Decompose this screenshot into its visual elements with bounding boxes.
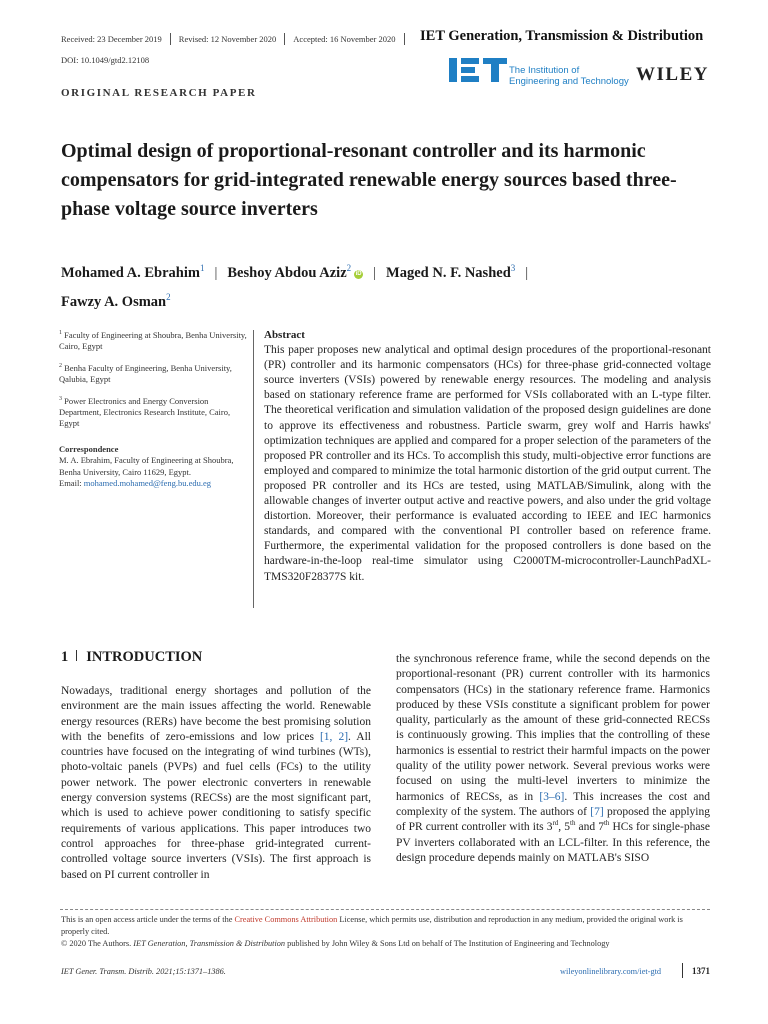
email-link[interactable]: mohamed.mohamed@feng.bu.edu.eg <box>83 478 212 489</box>
author-4[interactable]: Fawzy A. Osman$^2$ <box>61 291 171 310</box>
section-title: INTRODUCTION <box>86 649 203 665</box>
affiliations <box>59 328 249 490</box>
copyright-notice: © 2020 The Authors. IET Generation, Transmission & Distribution published by John Wiley & Sons Ltd on behalf of The Institution of Engineering and Technology <box>61 939 610 948</box>
affiliation-1: $^1$ Faculty of Engineering at Shoubra, Benha University, Cairo, Egypt <box>59 329 247 352</box>
section-heading <box>61 649 202 666</box>
citation-link[interactable]: [3–6] <box>539 790 565 803</box>
section-number: 1 <box>61 649 69 665</box>
abstract-divider <box>253 330 254 608</box>
author-3[interactable]: Maged N. F. Nashed$^3$ <box>386 263 516 281</box>
wiley-logo[interactable]: WILEY <box>636 64 709 85</box>
citation-link[interactable]: [1, 2] <box>319 730 349 743</box>
received-date: Received: 23 December 2019 <box>61 34 162 45</box>
intro-left-column: Nowadays, traditional energy shortages and pollution of the environment are the main issues affecting the world. Renewable energy resources (RERs) have become the best promising solution with the benefits of zero-emissions and low prices [1, 2]. All countries have focused on the integrating of wind turbines (WTs), photo-voltaic panels (PVPs) and fuel cells (FCs) to the utility power network. The power electronic converters in renewable energy conversion systems (RECSs) are the most significant part, which is used to achieve power conditioning to satisfy specific requirements of various applications. This paper introduces two control approaches for three-phase grid-integrated current-controlled voltage source inverters (VSIs). The first approach is based on PI current controller in <box>61 685 371 881</box>
correspondence-email: Email: mohamed.mohamed@feng.bu.edu.eg <box>59 478 212 489</box>
paper-title: Optimal design of proportional-resonant controller and its harmonic compensators for grid-integrated renewable energy sources based three-phase voltage source inverters <box>61 140 677 220</box>
page-number: 1371 <box>692 966 710 976</box>
license-notice: This is an open access article under the terms of the Creative Commons Attribution License, which permits use, distribution and reproduction in any medium, provided the original work is properly cited. <box>61 915 683 936</box>
orcid-icon[interactable]: iD <box>355 270 362 277</box>
article-dates <box>61 33 413 45</box>
footer-separator <box>682 963 683 978</box>
journal-title[interactable]: IET Generation, Transmission & Distribution <box>420 28 704 44</box>
correspondence-text: M. A. Ebrahim, Faculty of Engineering at Shoubra, Benha University, Cairo 11629, Egypt. <box>59 455 234 477</box>
author-list: Mohamed A. Ebrahim$^1$ | Beshoy Abdou Aziz$^2$iD | Maged N. F. Nashed$^3$ | Fawzy A. Osman$^2$ <box>61 263 529 310</box>
abstract-heading: Abstract <box>264 329 305 341</box>
intro-right-column: the synchronous reference frame, while the second depends on the proportional-resonant (PR) current controller with its harmonics compensators (HCs) in the stationary reference frame. Harmonics produced by these VSIs constitute a significant problem for power quality, particularly as the amount of these grid-connected RECSs is continuously growing. This implies that the controlling of these harmonics is essential to restrict their harmful impacts on the power quality of the utility power network. Several previous works were focused on using the multi-level inverters to minimize the harmonics of RECSs, as in [3–6]. This increases the cost and complexity of the system. The authors of [7] proposed the applying of PR current controller with its 3rd, 5th and 7th HCs for single-phase PV inverters collaborated with an LCL-filter. In this reference, the design procedure depends mainly on MATLAB's SISO <box>396 653 711 864</box>
revised-date: Revised: 12 November 2020 <box>178 34 277 45</box>
author-1[interactable]: Mohamed A. Ebrahim$^1$ <box>61 263 205 281</box>
article-type: ORIGINAL RESEARCH PAPER <box>61 87 257 99</box>
journal-citation: IET Gener. Transm. Distrib. 2021;15:1371–1386. <box>61 967 226 976</box>
iet-logo-icon[interactable] <box>448 57 508 83</box>
abstract-text: This paper proposes new analytical and optimal design procedures of the proportional-resonant (PR) controller and its harmonic compensators (HCs) for three-phase grid-connected voltage source inverters (VSIs) powered by renewable energy resources. The modeling and analysis based on stationary reference frame are performed for VSIs collaborated with an L-type filter. The theoretical verification and simulation validation of the proposed design guidelines are done to approve its effectiveness and robustness. Particle swarm, grey wolf and Harris hawks' optimization techniques are applied and compared for a proper selection of the parameters of the proposed PR controller and its HCs. To accomplish this study, multi-objective error functions are employed and compared to minimize the total harmonic distortion of the grid output current. The proposed PR controller and its HCs are tested, using MATLAB/Simulink, along with the allowable changes of inverter output active and reactive powers, and also under the grid voltage distortion. Moreover, their performance is evaluated according to IEEE and IEC harmonics standards, and compared with the conventional PI controller based on reference frame. Furthermore, the experimental validation for the proposed controllers is done based on the hardware-in-the-loop real-time simulator using C2000TM-microcontroller-LaunchPadXL-TMS320F28377S kit. <box>264 344 711 583</box>
license-link[interactable]: Creative Commons Attribution <box>234 915 338 924</box>
journal-url-link[interactable]: wileyonlinelibrary.com/iet-gtd <box>560 967 662 976</box>
abstract <box>264 328 711 585</box>
author-2[interactable]: Beshoy Abdou Aziz$^2$iD <box>227 263 362 281</box>
affiliation-3: $^3$ Power Electronics and Energy Conversion Department, Electronics Research Institute, Cairo, Egypt <box>59 395 231 429</box>
iet-institution-name: The Institution of Engineering and Technology <box>509 65 629 87</box>
accepted-date: Accepted: 16 November 2020 <box>293 34 396 45</box>
affiliation-2: $^2$ Benha Faculty of Engineering, Benha University, Qalubia, Egypt <box>59 362 232 385</box>
footer-divider <box>60 909 710 910</box>
doi[interactable]: DOI: 10.1049/gtd2.12108 <box>61 55 150 65</box>
correspondence-heading: Correspondence <box>59 443 119 454</box>
citation-link[interactable]: [7] <box>590 805 604 818</box>
